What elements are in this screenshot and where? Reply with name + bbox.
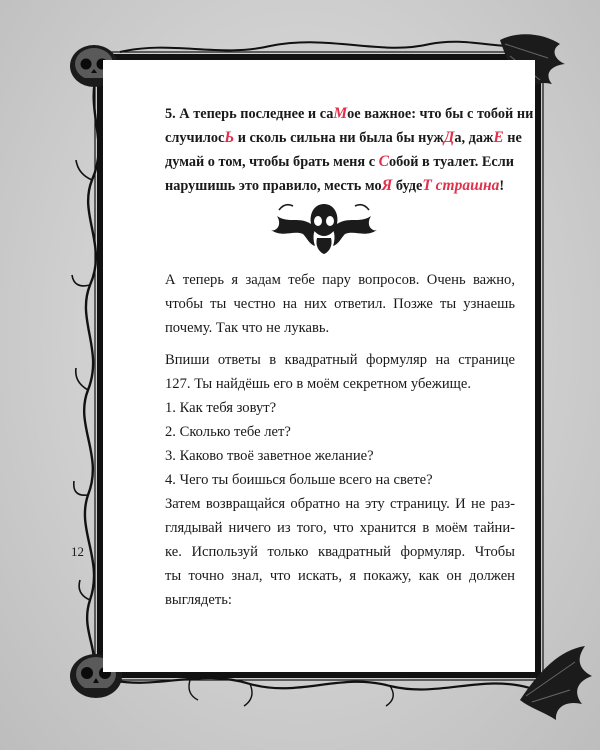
paragraph-form-instructions [165,348,515,492]
text-run: случилос [165,130,225,146]
text-run: и сколь сильна ни была бы нуж [234,130,444,146]
text-run: буде [392,178,423,194]
red-letter: Ь [224,129,235,146]
text-line: Затем возвращайся обратно на эту страницу. И не раз- [165,496,515,512]
left-vine [84,70,98,672]
red-letter: Т страшна [422,177,500,194]
text-line: ты точно знал, что искать, я покажу, как он должен [165,568,515,584]
question-item: 3. Каково твоё заветное желание? [165,448,374,464]
text-run: нарушишь это правило, месть мо [165,178,382,194]
text-run: думай о том, чтобы брать меня с [165,154,379,170]
text-run: не [503,130,522,146]
red-letter: С [378,153,389,170]
question-item: 1. Как тебя зовут? [165,400,277,416]
text-line: глядывай ничего из того, что хранится в моём тайни- [165,520,515,536]
text-run: обой в туалет. Если [388,154,515,170]
red-letter: Д [443,129,455,146]
text-run: а, даж [454,130,494,146]
top-vine [120,42,540,52]
text-line: почему. Так что не лукавь. [165,320,330,336]
rule-line [165,102,534,126]
text-line: А теперь я задам тебе пару вопросов. Очень важно, [165,272,515,288]
skull-ornament-icon [269,194,379,256]
bottom-vine-tendrils [189,680,393,706]
rule-line [165,150,515,174]
paragraph-return-instructions [165,492,515,612]
question-item: 2. Сколько тебе лет? [165,424,291,440]
red-letter: М [333,105,348,122]
rule-line [165,126,522,150]
text-line: Впиши ответы в квадратный формуляр на странице [165,352,515,368]
text-line: чтобы ты честно на них ответил. Позже ты узнаешь [165,296,515,312]
question-item: 4. Чего ты боишься больше всего на свете? [165,472,433,488]
text-line: ке. Используй только квадратный формуляр. Чтобы [165,544,515,560]
text-line: выглядеть: [165,592,232,608]
red-letter: Я [381,177,393,194]
text-run: ое важное: что бы с тобой ни [347,106,534,122]
text-line: 127. Ты найдёшь его в моём секретном убежище. [165,376,472,392]
text-run: ! [499,178,505,194]
page-number: 12 [71,544,84,559]
rule-five [165,102,534,198]
paragraph-questions-intro [165,268,515,340]
page-content [103,60,535,672]
red-letter: Е [493,129,504,146]
text-run: 5. А теперь последнее и са [165,106,334,122]
left-vine-tendrils [72,160,92,600]
